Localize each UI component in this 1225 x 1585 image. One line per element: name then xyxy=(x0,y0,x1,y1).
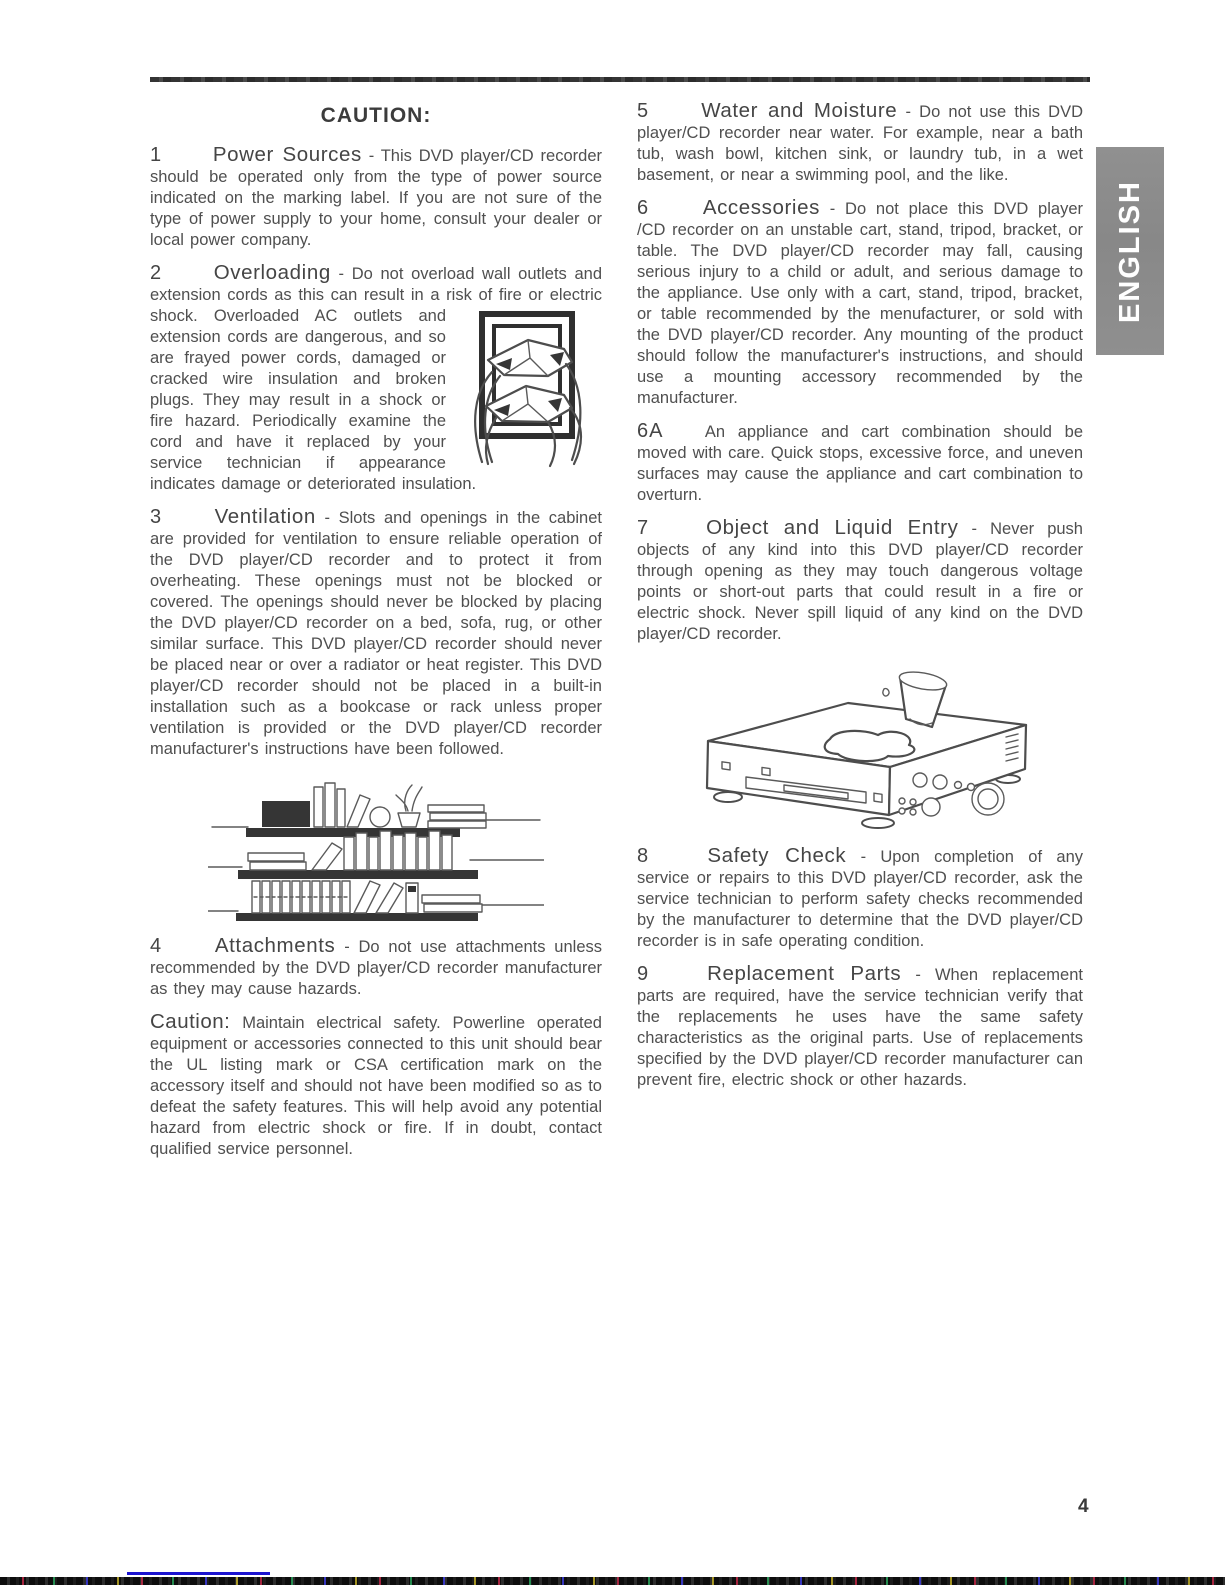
section-number: 7 xyxy=(637,517,650,539)
section-water-and-moisture xyxy=(637,100,1083,186)
section-body: - Do not use this DVD player/CD recorder near water. For example, near a bath tub, wash bowl, kitchen sink, or laundry tub, in a wet basement, or near a swimming pool, and the like. xyxy=(637,103,1084,184)
section-body: - Slots and openings in the cabinet are provided for ventilation to ensure reliable operation of the DVD player/CD recorder and to protect it from overheating. These openings must not be blocked or covered. The openings should never be blocked by placing the DVD player/CD recorder on a bed, sofa, rug, or other similar surface. This DVD player/CD recorder should never be placed near or over a radiator or heat register. This DVD player/CD recorder should not be placed in a built-in installation such as a bookcase or rack unless proper ventilation is provided or the DVD player/CD recorder manufacturer's instructions have been followed. xyxy=(150,509,602,758)
caution-note-label: Caution: xyxy=(150,1010,231,1033)
section-body: An appliance and cart combination should be moved with care. Quick stops, excessive force, and uneven surfaces may cause the appliance and cart combination to overturn. xyxy=(637,423,1083,504)
section-number: 8 xyxy=(637,845,650,867)
scan-noise-strip xyxy=(0,1577,1225,1585)
section-overloading xyxy=(150,262,602,495)
top-rule xyxy=(150,77,1090,82)
overloaded-outlet-illustration xyxy=(452,308,602,468)
left-column xyxy=(150,100,602,1171)
footer-blue-line xyxy=(127,1572,270,1575)
caution-note-body: Maintain electrical safety. Powerline operated equipment or accessories connected to this unit should bear the UL listing mark or CSA certification mark on the accessory itself and should not have been modified so as to defeat the safety features. This will help avoid any potential hazard from electric shock or fire. If in doubt, contact qualified service personnel. xyxy=(150,1014,602,1158)
section-body: - Upon completion of any service or repairs to this DVD player/CD recorder, ask the service technician to perform safety checks recommended by the manufacturer to determine that the DVD player/CD recorder is in safe operating condition. xyxy=(637,848,1083,950)
section-body: - Do not overload wall outlets and extension cords as this can result in a risk of fire or electric shock. xyxy=(150,265,602,325)
section-body: - This DVD player/CD recorder should be operated only from the type of power source indicated on the marking label. If you are not sure of the type of power supply to your home, consult your dealer or local power company. xyxy=(150,147,602,249)
section-body: - Do not place this DVD player /CD recorder on an unstable cart, stand, tripod, bracket, or table. The DVD player/CD recorder may fall, causing serious injury to a child or adult, and serious damage to the appliance. Use only with a cart, stand, tripod, bracket, or table recommended by the menufacturer, or sold with the DVD player/CD recorder. Any mounting of the product should follow the manufacturer's instructions, and should use a mounting accessory recommended by the manufacturer. xyxy=(637,200,1083,407)
section-power-sources xyxy=(150,144,602,251)
section-body: - When replacement parts are required, have the service technician verify that the replacements he uses have the same safety characteristics as the original parts. Use of replacements specified by the DVD player/CD recorder manufacturer can prevent fire, electric shock or other hazards. xyxy=(637,966,1083,1089)
section-title: Power Sources xyxy=(212,143,362,166)
section-title: Safety Check xyxy=(707,844,847,867)
section-number: 6A xyxy=(637,420,664,442)
caution-note xyxy=(150,1011,602,1160)
section-title: Replacement Parts xyxy=(707,962,902,985)
bookshelf-illustration xyxy=(150,771,602,921)
section-ventilation xyxy=(150,506,602,760)
section-body: Overloaded AC outlets and extension cords are dangerous, and so are frayed power cords, damaged or cracked wire insulation and broken plugs. They may result in a shock or fire hazard. Periodically examine the cord and have it replaced by your service technician if appearance indicates damage or deteriorated insulation. xyxy=(150,307,477,493)
section-attachments xyxy=(150,935,602,1000)
section-number: 1 xyxy=(150,144,163,166)
section-body: - Do not use attachments unless recommended by the DVD player/CD recorder manufacturer as they may cause hazards. xyxy=(150,938,602,998)
section-title: Accessories xyxy=(702,196,820,219)
section-title: Ventilation xyxy=(214,505,316,528)
dvd-player-liquid-spill-illustration xyxy=(637,661,1083,833)
language-tab xyxy=(1096,147,1164,355)
section-title: Water and Moisture xyxy=(701,99,898,122)
page-title: CAUTION: xyxy=(320,104,432,127)
section-number: 9 xyxy=(637,963,650,985)
section-6a-cart-combination xyxy=(637,420,1083,506)
section-safety-check xyxy=(637,845,1083,952)
section-number: 4 xyxy=(150,935,163,957)
section-title: Object and Liquid Entry xyxy=(706,516,959,539)
section-number: 6 xyxy=(637,197,650,219)
section-number: 3 xyxy=(150,506,163,528)
section-body: - Never push objects of any kind into this DVD player/CD recorder through opening as they may touch dangerous voltage points or short-out parts that could result in a fire or electric shock. Never spill liquid of any kind on the DVD player/CD recorder. xyxy=(637,520,1083,643)
right-column xyxy=(637,100,1083,1102)
section-number: 5 xyxy=(637,100,650,122)
section-title: Attachments xyxy=(214,934,336,957)
section-replacement-parts xyxy=(637,963,1083,1091)
page-number: 4 xyxy=(1078,1496,1089,1517)
section-object-and-liquid-entry xyxy=(637,517,1083,645)
section-accessories xyxy=(637,197,1083,409)
section-title: Overloading xyxy=(213,261,331,284)
language-tab-label: ENGLISH xyxy=(1113,179,1146,323)
section-number: 2 xyxy=(150,262,163,284)
